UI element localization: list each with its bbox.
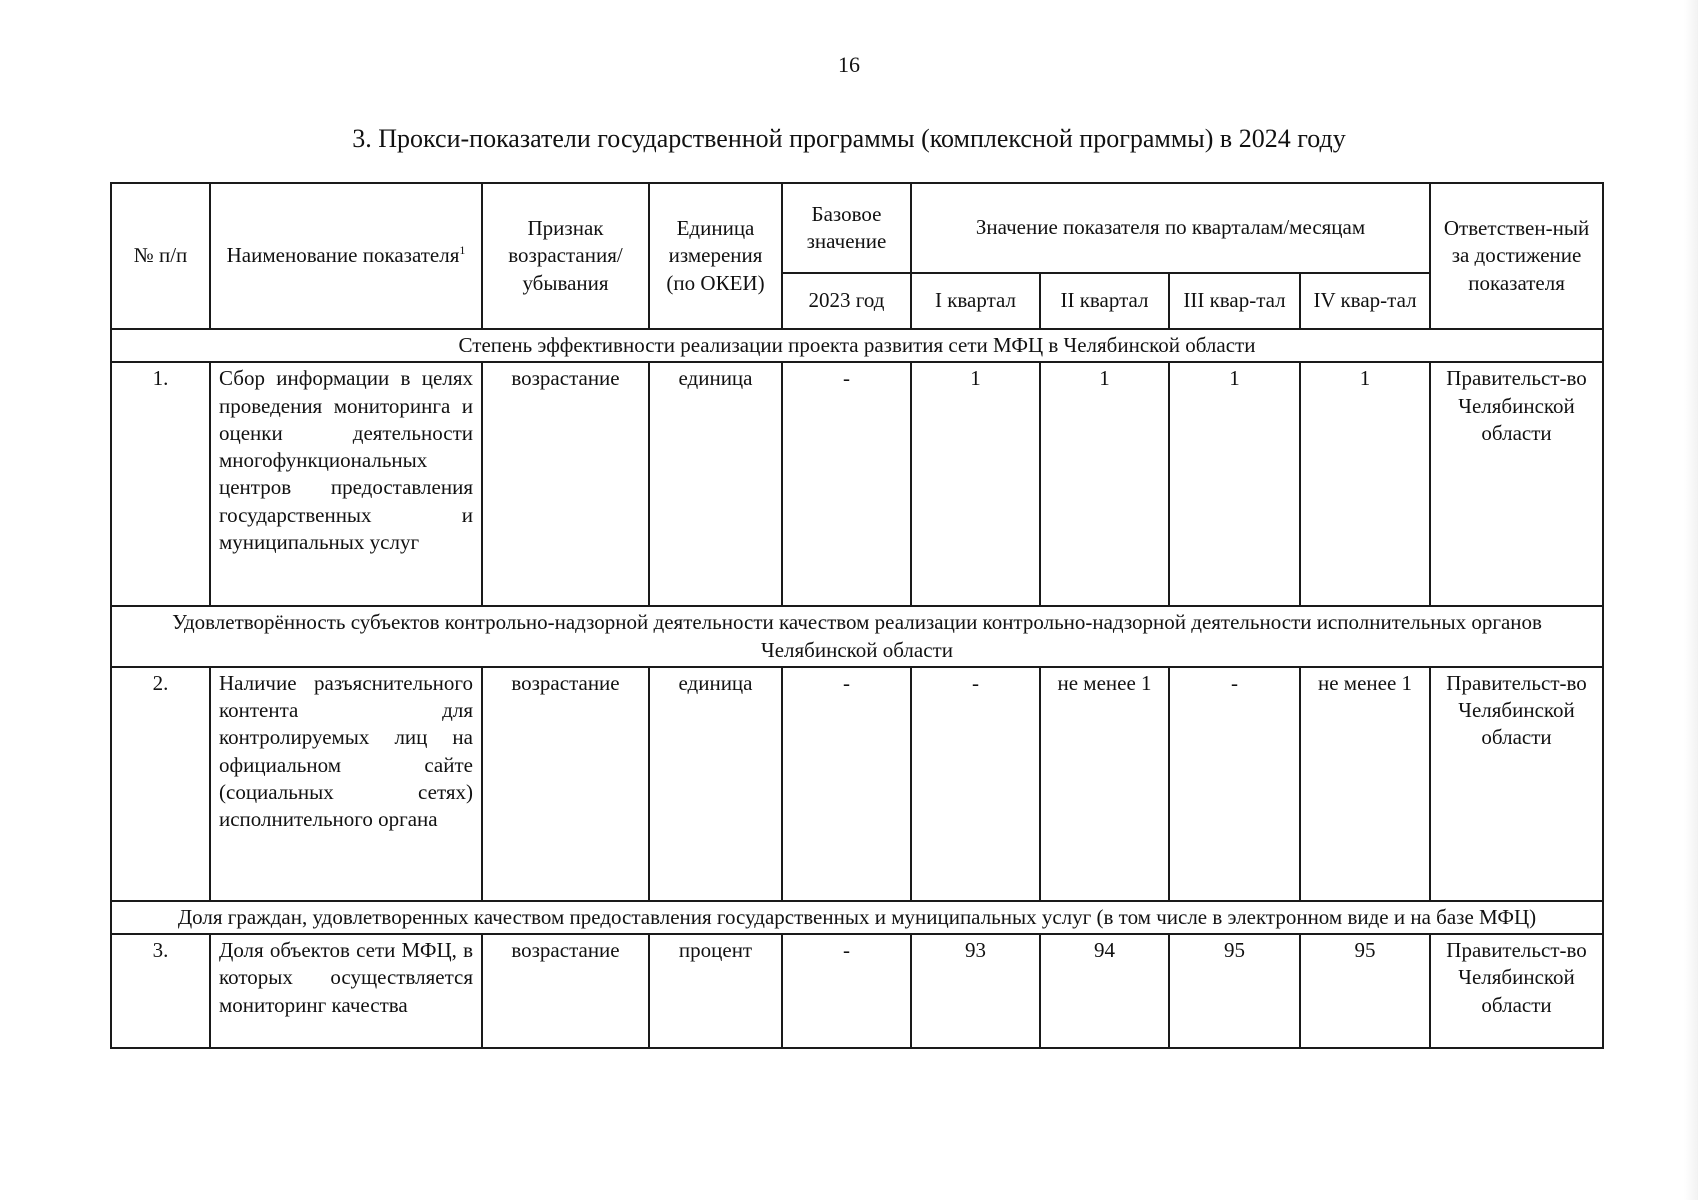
cell-sign: возрастание	[482, 667, 649, 901]
header-q2: II квартал	[1040, 273, 1169, 329]
header-unit: Единица измерения (по ОКЕИ)	[649, 183, 782, 329]
header-responsible: Ответствен-ный за достижение показателя	[1430, 183, 1603, 329]
page-number: 16	[838, 52, 860, 77]
cell-q2: не менее 1	[1040, 667, 1169, 901]
cell-unit: единица	[649, 667, 782, 901]
cell-name: Наличие разъяснительного контента для контролируемых лиц на официальном сайте (социальных сетях) исполнительного органа	[210, 667, 482, 901]
indicators-table	[110, 182, 1604, 1049]
cell-responsible: Правительст-во Челябинской области	[1430, 934, 1603, 1048]
indicators-table-container	[110, 182, 1602, 1049]
header-q3: III квар-тал	[1169, 273, 1300, 329]
cell-q4: не менее 1	[1300, 667, 1430, 901]
header-base-year: 2023 год	[782, 273, 911, 329]
section-title: Удовлетворённость субъектов контрольно-надзорной деятельности качеством реализации контрольно-надзорной деятельности исполнительных органов Челябинской области	[111, 606, 1603, 667]
footnote-marker: 1	[459, 243, 466, 258]
section-row	[111, 901, 1603, 934]
cell-q3: 1	[1169, 362, 1300, 606]
cell-unit: процент	[649, 934, 782, 1048]
cell-q2: 94	[1040, 934, 1169, 1048]
header-sign: Признак возрастания/ убывания	[482, 183, 649, 329]
section-title: Степень эффективности реализации проекта развития сети МФЦ в Челябинской области	[111, 329, 1603, 362]
table-row	[111, 934, 1603, 1048]
cell-name: Доля объектов сети МФЦ, в которых осуществляется мониторинг качества	[210, 934, 482, 1048]
cell-q4: 95	[1300, 934, 1430, 1048]
section-row	[111, 606, 1603, 667]
document-title: 3. Прокси-показатели государственной программы (комплексной программы) в 2024 году	[352, 124, 1346, 153]
cell-sign: возрастание	[482, 362, 649, 606]
cell-q2: 1	[1040, 362, 1169, 606]
cell-q3: -	[1169, 667, 1300, 901]
header-base: Базовое значение	[782, 183, 911, 273]
cell-base: -	[782, 362, 911, 606]
cell-q1: 1	[911, 362, 1040, 606]
cell-num: 2.	[111, 667, 210, 901]
table-body	[111, 329, 1603, 1048]
cell-unit: единица	[649, 362, 782, 606]
section-row	[111, 329, 1603, 362]
cell-q4: 1	[1300, 362, 1430, 606]
cell-q3: 95	[1169, 934, 1300, 1048]
scan-edge-shadow	[1684, 0, 1698, 1200]
cell-base: -	[782, 667, 911, 901]
table-row	[111, 362, 1603, 606]
header-values: Значение показателя по кварталам/месяцам	[911, 183, 1430, 273]
cell-responsible: Правительст-во Челябинской области	[1430, 667, 1603, 901]
table-row	[111, 667, 1603, 901]
cell-q1: 93	[911, 934, 1040, 1048]
cell-q1: -	[911, 667, 1040, 901]
section-title: Доля граждан, удовлетворенных качеством предоставления государственных и муниципальных услуг (в том числе в электронном виде и на базе МФЦ)	[111, 901, 1603, 934]
cell-sign: возрастание	[482, 934, 649, 1048]
cell-num: 3.	[111, 934, 210, 1048]
cell-base: -	[782, 934, 911, 1048]
header-q1: I квартал	[911, 273, 1040, 329]
cell-num: 1.	[111, 362, 210, 606]
header-num: № п/п	[111, 183, 210, 329]
table-header	[111, 183, 1603, 329]
header-q4: IV квар-тал	[1300, 273, 1430, 329]
header-name: Наименование показателя$^1$	[210, 183, 482, 329]
cell-responsible: Правительст-во Челябинской области	[1430, 362, 1603, 606]
cell-name: Сбор информации в целях проведения мониторинга и оценки деятельности многофункциональных центров предоставления государственных и муниципальных услуг	[210, 362, 482, 606]
